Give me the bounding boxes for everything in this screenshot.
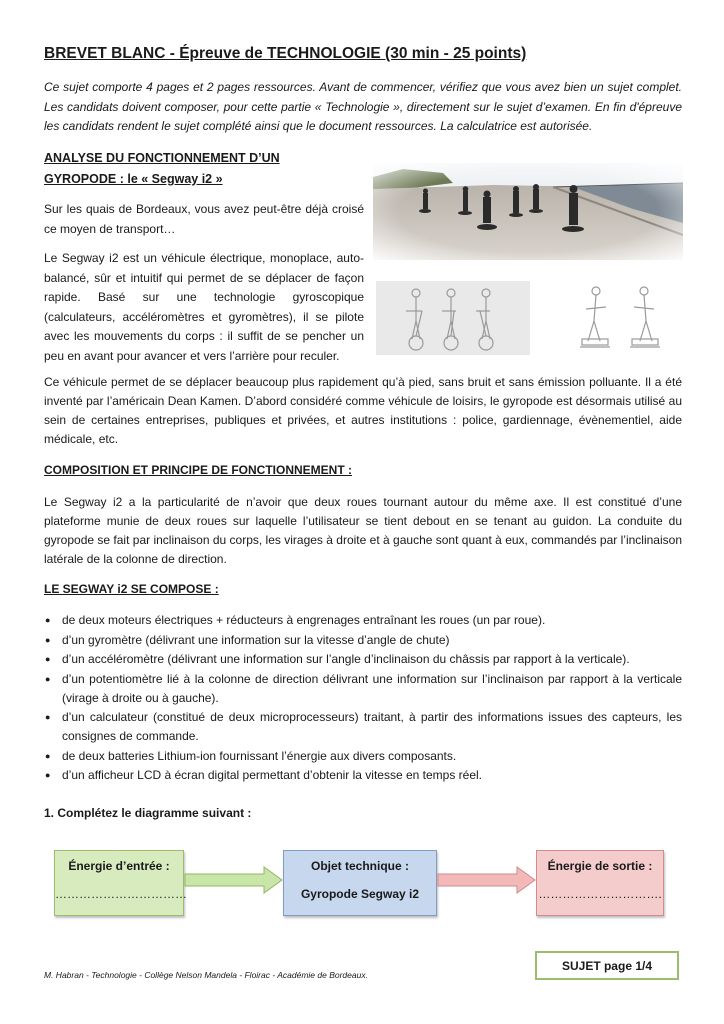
intro-text: Ce sujet comporte 4 pages et 2 pages ressources. Avant de commencer, vérifiez que vous avez bien un sujet complet. Les candidats doivent composer, pour cette partie « Technologie », directement sur le sujet d’examen. En fin d'épreuve les candidats rendent le sujet complété ainsi que le document ressources. La calculatrice est autorisée. [44,80,682,133]
input-energy-blank[interactable]: …………………………… [55,887,187,901]
technical-object-title: Objet technique : [310,859,409,873]
analysis-heading-line2: GYROPODE : le « Segway i2 » [44,172,223,186]
input-energy-title: Énergie d’entrée : [68,859,170,873]
list-item: ● de deux batteries Lithium-ion fournissant l’énergie aux divers composants. [44,747,682,766]
output-energy-blank[interactable]: …………………………. [538,887,662,901]
analysis-paragraph-3: Ce véhicule permet de se déplacer beaucoup plus rapidement qu’à pied, sans bruit et sans émission polluante. Il a été inventé par l’américain Dean Kamen. D’abord considéré comme véhicule de loisirs, le gyropode est désormais utilisé au sein de certaines entreprises, publiques et privées, et autres institutions : police, gardiennage, évènementiel, aide médicale, etc. [44,375,682,446]
page-title: BREVET BLANC - Épreuve de TECHNOLOGIE (30 min - 25 points) [44,45,527,62]
output-energy-box[interactable] [536,850,664,916]
footer-author: M. Habran - Technologie - Collège Nelson Mandela - Floirac - Académie de Bordeaux. [44,970,368,980]
segway-riders-photo [373,163,683,260]
list-item: ● d’un potentiomètre lié à la colonne de direction délivrant une information sur l’inclinaison par rapport à la verticale (virage à droite ou à gauche). [44,670,682,708]
analysis-paragraph-1: Sur les quais de Bordeaux, vous avez peut-être déjà croisé ce moyen de transport… [44,202,364,236]
input-arrow-icon [184,865,284,895]
segway-front-view-drawing [572,281,682,355]
analysis-heading [44,148,364,190]
composition-text: Le Segway i2 a la particularité de n’avoir que deux roues tournant autour du même axe. Il est constitué d’une plateforme munie de deux roues sur laquelle l’utilisateur se tient debout en se tenant au guidon. La conduite du gyropode se fait par inclinaison du corps, les virages à droite et à gauche sont quant à eux, commandés par l’inclinaison latérale de la colonne de direction. [44,495,682,566]
components-list [44,611,682,786]
input-energy-box[interactable] [54,850,187,916]
output-energy-title: Énergie de sortie : [547,859,653,873]
technical-object-box [283,850,437,916]
list-item: ● de deux moteurs électriques + réducteurs à engrenages entraînant les roues (un par roue). [44,611,682,630]
components-heading: LE SEGWAY i2 SE COMPOSE : [44,582,219,596]
composition-heading: COMPOSITION ET PRINCIPE DE FONCTIONNEMENT : [44,463,353,477]
page-number-badge: SUJET page 1/4 [535,951,679,980]
question-1-label: 1. Complétez le diagramme suivant : [44,806,252,820]
list-item: ● d’un afficheur LCD à écran digital permettant d’obtenir la vitesse en temps réel. [44,766,682,785]
analysis-heading-line1: ANALYSE DU FONCTIONNEMENT D’UN [44,151,280,165]
list-item: ● d’un calculateur (constitué de deux microprocesseurs) traitant, à partir des informations issues des capteurs, les consignes de commande. [44,708,682,746]
technical-object-value: Gyropode Segway i2 [300,887,420,901]
segway-side-view-drawing [376,281,530,355]
output-arrow-icon [437,865,537,895]
analysis-paragraph-2: Le Segway i2 est un véhicule électrique, monoplace, auto-balancé, sûr et intuitif qui permet de se déplacer de façon rapide. Basé sur une technologie gyroscopique (calculateurs, accéléromètres et gyromètres), il se pilote avec les mouvements du corps : il suffit de se pencher un peu en avant pour avancer et vers l’arrière pour reculer. [44,251,364,363]
list-item: ● d’un accéléromètre (délivrant une information sur l’angle d’inclinaison du châssis par rapport à la verticale). [44,650,682,669]
list-item: ● d’un gyromètre (délivrant une information sur la vitesse d’angle de chute) [44,631,682,650]
